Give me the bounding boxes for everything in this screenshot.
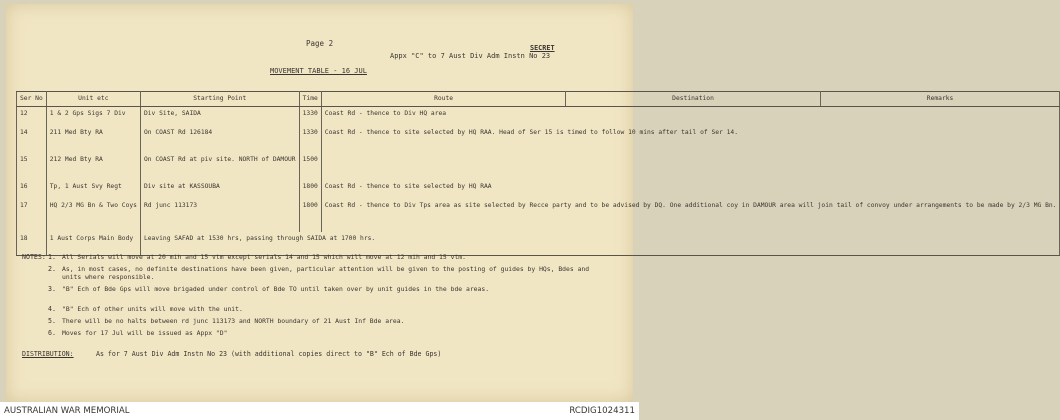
note-text: There will be no halts between rd junc 113173 and NORTH boundary of 21 Aust Inf Bde area.: [62, 317, 405, 325]
column-header: Route: [321, 92, 566, 107]
table-row: [17, 107, 1060, 127]
document-title: MOVEMENT TABLE - 16 JUL: [270, 67, 367, 75]
start-cell: Div site at KASSOUBA: [140, 180, 299, 199]
table-row: [17, 126, 1060, 153]
ser-cell: 18: [17, 232, 47, 256]
distribution-text: As for 7 Aust Div Adm Instn No 23 (with additional copies direct to "B" Ech of Bde Gps): [96, 350, 442, 358]
unit-cell: 212 Med Bty RA: [46, 153, 140, 180]
table-row: [17, 199, 1060, 232]
column-header: Time: [299, 92, 321, 107]
archive-footer: [0, 402, 639, 420]
time-cell: 1500: [299, 153, 321, 180]
note-number: 2.: [48, 265, 56, 273]
time-cell: 1330: [299, 107, 321, 127]
column-header: Destination: [566, 92, 820, 107]
notes-label: NOTES:: [22, 253, 46, 261]
ser-cell: 14: [17, 126, 47, 153]
note-number: 5.: [48, 317, 56, 325]
start-cell: On COAST Rd at piv site. NORTH of DAMOUR: [140, 153, 299, 180]
time-cell: 1800: [299, 199, 321, 232]
note-text: Moves for 17 Jul will be issued as Appx "D": [62, 329, 228, 337]
ser-cell: 16: [17, 180, 47, 199]
route-cell: Coast Rd - thence to site selected by HQ RAA: [321, 180, 1060, 199]
note-text: "B" Ech of other units will move with the unit.: [62, 305, 243, 313]
ser-cell: 15: [17, 153, 47, 180]
route-cell: Coast Rd - thence to site selected by HQ RAA. Head of Ser 15 is timed to follow 10 mins after tail of Ser 14.: [321, 126, 1060, 180]
page-number: Page 2: [306, 39, 334, 48]
note-text: "B" Ech of Bde Gps will move brigaded under control of Bde TO until taken over by unit guides in the bde areas.: [62, 285, 490, 293]
archive-id: RCDIG1024311: [569, 406, 635, 416]
classification-marking: SECRET: [530, 44, 555, 52]
route-cell: Coast Rd - thence to Div HQ area: [321, 107, 1060, 127]
note-number: 3.: [48, 285, 56, 293]
unit-cell: 211 Med Bty RA: [46, 126, 140, 153]
table-row: [17, 232, 1060, 256]
route-cell: Coast Rd - thence to Div Tps area as site selected by Recce party and to be advised by DQ. One additional coy in DAMOUR area will join tail of convoy under arrangements to be made by 2/3 MG Bn.: [321, 199, 1060, 232]
movement-table: [16, 91, 1060, 256]
unit-cell: Tp, 1 Aust Svy Regt: [46, 180, 140, 199]
table-row: [17, 180, 1060, 199]
ser-cell: 12: [17, 107, 47, 127]
column-header: Remarks: [820, 92, 1060, 107]
table-header-row: [17, 92, 1060, 107]
column-header: Unit etc: [46, 92, 140, 107]
distribution-label: DISTRIBUTION:: [22, 350, 74, 358]
note-number: 1.: [48, 253, 56, 261]
unit-cell: 1 Aust Corps Main Body: [46, 232, 140, 256]
start-cell: Rd junc 113173: [140, 199, 299, 232]
time-cell: 1800: [299, 180, 321, 199]
start-cell: Div Site, SAIDA: [140, 107, 299, 127]
column-header: Ser No: [17, 92, 47, 107]
note-text: All Serials will move at 20 mih and 15 vtm except serials 14 and 15 which will move at 12 mih and 15 vtm.: [62, 253, 466, 261]
time-cell: 1330: [299, 126, 321, 153]
appendix-reference: Appx "C" to 7 Aust Div Adm Instn No 23: [390, 52, 551, 60]
archive-name: AUSTRALIAN WAR MEMORIAL: [4, 406, 130, 416]
note-text: As, in most cases, no definite destinations have been given, particular attention will be given to the posting of guides by HQs, Bdes and units where responsible.: [62, 265, 590, 281]
route-cell: Leaving SAFAD at 1530 hrs, passing through SAIDA at 1700 hrs.: [140, 232, 1060, 256]
ser-cell: 17: [17, 199, 47, 232]
column-header: Starting Point: [140, 92, 299, 107]
note-number: 4.: [48, 305, 56, 313]
start-cell: On COAST Rd 126184: [140, 126, 299, 153]
unit-cell: HQ 2/3 MG Bn & Two Coys: [46, 199, 140, 232]
note-number: 6.: [48, 329, 56, 337]
unit-cell: 1 & 2 Gps Sigs 7 Div: [46, 107, 140, 127]
